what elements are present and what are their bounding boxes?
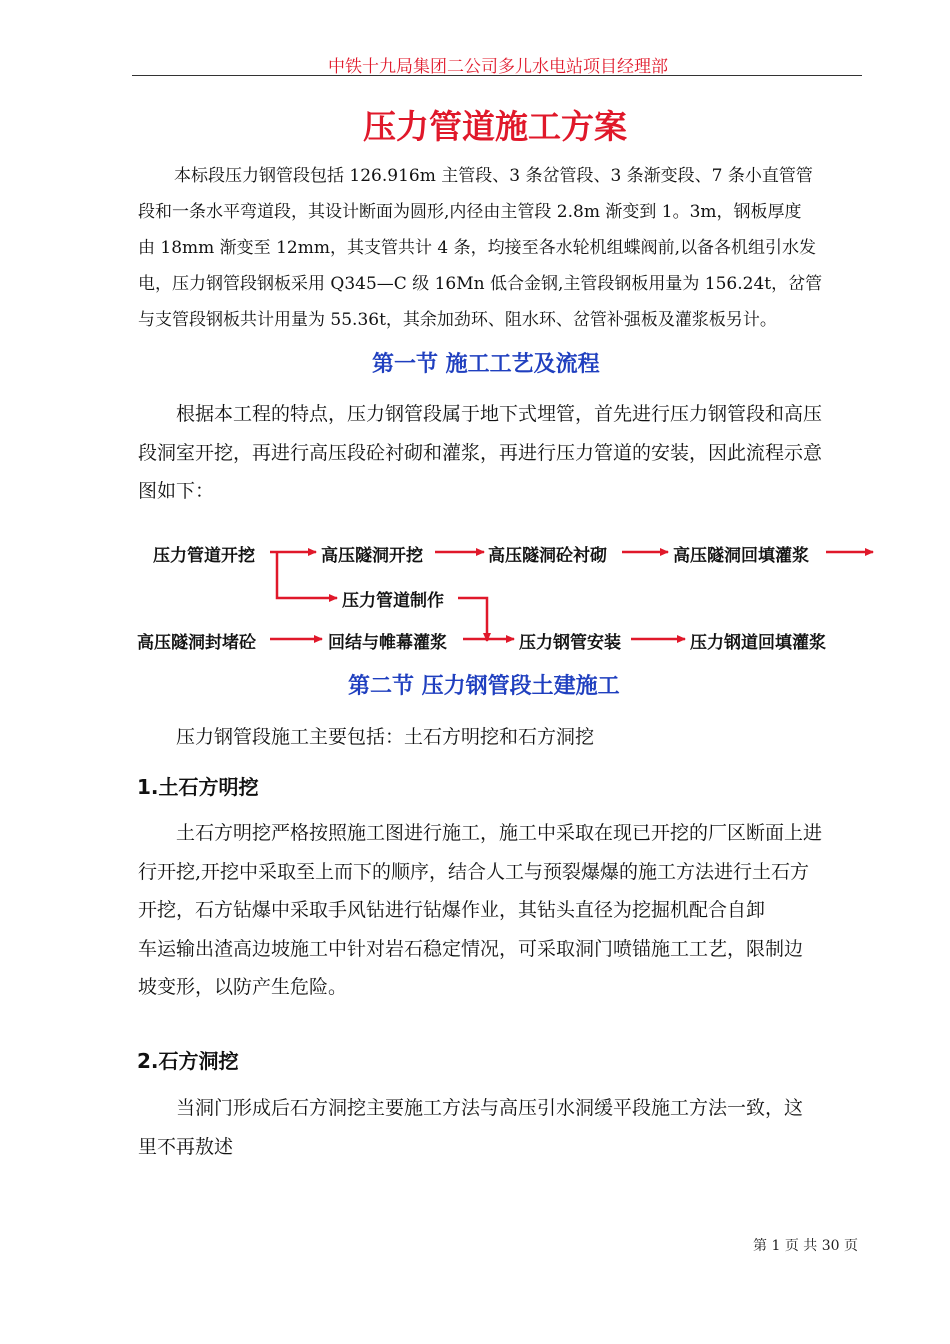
- arrow-5-8: [458, 598, 487, 641]
- sub1-line: 坡变形，以防产生危险。: [138, 976, 348, 998]
- section1-line: 根据本工程的特点，压力钢管段属于地下式埋管，首先进行压力钢管段和高压: [176, 403, 823, 425]
- document-title: 压力管道施工方案: [363, 107, 627, 146]
- flow-node-pipe-backfill-grouting: 压力钢道回填灌浆: [690, 633, 826, 653]
- section1-title: 第一节 施工工艺及流程: [372, 352, 600, 377]
- intro-line: 由 18mm 渐变至 12mm，其支管共计 4 条，均接至各水轮机组蝶阀前,以备各机组引水发: [138, 238, 816, 258]
- sub1-line: 开挖，石方钻爆中采取手风钻进行钻爆作业，其钻头直径为挖掘机配合自卸: [138, 899, 766, 921]
- section1-line: 图如下：: [138, 480, 215, 502]
- intro-line: 电，压力钢管段钢板采用 Q345—C 级 16Mn 低合金钢,主管段钢板用量为 156.24t，岔管: [138, 274, 823, 294]
- sub1-line: 土石方明挖严格按照施工图进行施工，施工中采取在现已开挖的厂区断面上进: [176, 822, 823, 844]
- section1-line: 段洞室开挖，再进行高压段砼衬砌和灌浆，再进行压力管道的安装，因此流程示意: [138, 441, 823, 464]
- flow-node-pipe-installation: 压力钢管安装: [519, 633, 621, 653]
- sub2-line: 当洞门形成后石方洞挖主要施工方法与高压引水洞缓平段施工方法一致，这: [176, 1097, 804, 1119]
- flow-node-pipe-fabrication: 压力管道制作: [342, 591, 444, 611]
- intro-line: 本标段压力钢管段包括 126.916m 主管段、3 条岔管段、3 条渐变段、7 条小直管管: [174, 166, 813, 186]
- intro-line: 与支管段钢板共计用量为 55.36t，其余加劲环、阻水环、岔管补强板及灌浆板另计。: [138, 310, 777, 330]
- flow-node-curtain-grouting: 回结与帷幕灌浆: [328, 633, 447, 653]
- sub2-heading: 2.石方洞挖: [137, 1049, 239, 1073]
- sub1-paragraph: [138, 814, 822, 1007]
- section2-title: 第二节 压力钢管段土建施工: [348, 674, 620, 699]
- section2-intro: 压力钢管段施工主要包括：土石方明挖和石方洞挖: [176, 726, 595, 748]
- intro-line: 段和一条水平弯道段，其设计断面为圆形,内径由主管段 2.8m 渐变到 1。3m，钢板厚度: [138, 202, 802, 222]
- sub1-line: 行开挖,开挖中采取至上而下的顺序，结合人工与预裂爆爆的施工方法进行土石方: [138, 860, 810, 883]
- flow-node-tunnel-excavation: 高压隧洞开挖: [321, 546, 423, 566]
- sub2-paragraph: [138, 1089, 803, 1166]
- sub1-heading: 1.土石方明挖: [137, 775, 259, 799]
- sub1-line: 车运输出渣高边坡施工中针对岩石稳定情况，可采取洞门喷锚施工工艺，限制边: [138, 937, 804, 960]
- company-header: 中铁十九局集团二公司多儿水电站项目经理部: [328, 57, 668, 77]
- flow-node-tunnel-backfill-grouting: 高压隧洞回填灌浆: [673, 546, 809, 566]
- flow-node-tunnel-lining: 高压隧洞砼衬砌: [488, 546, 607, 566]
- flow-node-pipe-excavation: 压力管道开挖: [153, 546, 255, 566]
- flow-node-tunnel-plugging: 高压隧洞封堵砼: [137, 633, 256, 653]
- sub2-line: 里不再敖述: [138, 1135, 234, 1158]
- page-number-footer: 第 1 页 共 30 页: [753, 1238, 858, 1254]
